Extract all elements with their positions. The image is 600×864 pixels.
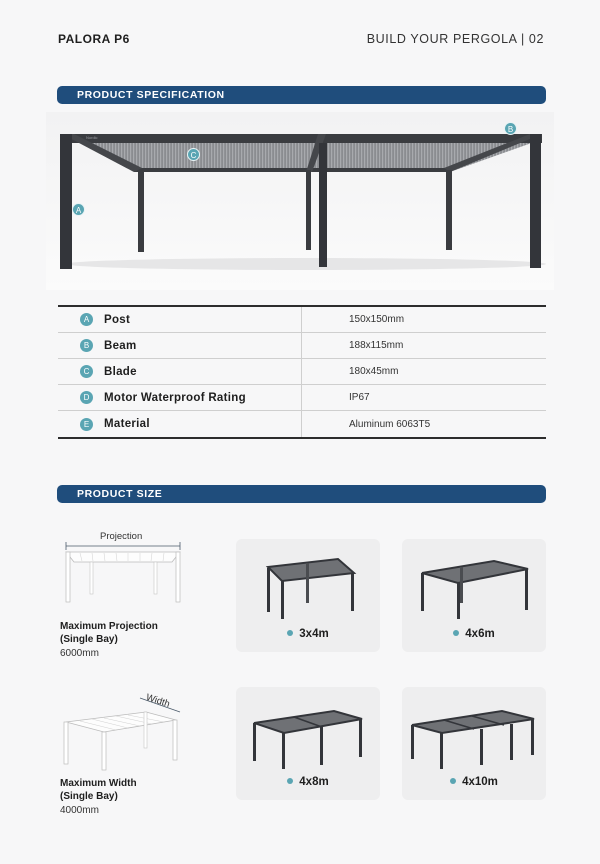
hero-pergola-image bbox=[46, 112, 554, 290]
table-row bbox=[58, 385, 546, 411]
spec-value: 180x45mm bbox=[349, 366, 399, 377]
pergola-thumbnail bbox=[402, 539, 546, 629]
spec-badge: D bbox=[80, 391, 93, 404]
projection-block bbox=[60, 528, 190, 659]
spec-label-cell bbox=[58, 411, 302, 437]
table-row bbox=[58, 359, 546, 385]
pergola-thumbnail bbox=[236, 687, 380, 777]
projection-dimension-label: Projection bbox=[100, 531, 143, 542]
size-card-label: 4x6m bbox=[465, 628, 495, 640]
spec-label-cell bbox=[58, 359, 302, 384]
spec-badge: B bbox=[80, 339, 93, 352]
size-card-label: 3x4m bbox=[299, 628, 329, 640]
spec-value: Aluminum 6063T5 bbox=[349, 418, 431, 430]
specification-table bbox=[58, 305, 546, 439]
projection-label-line2: (Single Bay) bbox=[60, 633, 118, 645]
spec-name: Material bbox=[104, 418, 150, 430]
width-text bbox=[60, 778, 190, 816]
pergola-render bbox=[46, 112, 554, 290]
size-card-4x6 bbox=[402, 539, 546, 652]
projection-text bbox=[60, 621, 190, 659]
width-label-line2: (Single Bay) bbox=[60, 790, 118, 802]
size-card-label: 4x8m bbox=[299, 776, 329, 788]
marker-b: B bbox=[504, 122, 517, 135]
table-row bbox=[58, 307, 546, 333]
spec-label-cell bbox=[58, 385, 302, 410]
spec-label-cell bbox=[58, 307, 302, 332]
bullet-dot bbox=[450, 778, 456, 784]
product-name: PALORA P6 bbox=[58, 32, 130, 46]
spec-name: Motor Waterproof Rating bbox=[104, 391, 246, 404]
page-header bbox=[58, 30, 544, 48]
spec-name: Blade bbox=[104, 365, 137, 378]
width-label-line1: Maximum Width bbox=[60, 778, 137, 789]
projection-value: 6000mm bbox=[60, 648, 99, 659]
spec-name: Beam bbox=[104, 339, 137, 352]
bullet-dot bbox=[453, 630, 459, 636]
projection-label-line1: Maximum Projection bbox=[60, 621, 158, 632]
size-card-label-wrap bbox=[236, 776, 380, 788]
table-row bbox=[58, 333, 546, 359]
size-card-label-wrap bbox=[402, 628, 546, 640]
spec-badge: E bbox=[80, 418, 93, 431]
spec-value: 188x115mm bbox=[349, 340, 404, 351]
spec-name: Post bbox=[104, 313, 131, 326]
spec-badge: A bbox=[80, 313, 93, 326]
spec-value: 150x150mm bbox=[349, 314, 405, 325]
size-card-label-wrap bbox=[402, 776, 546, 788]
table-row bbox=[58, 411, 546, 437]
spec-value: IP67 bbox=[349, 392, 370, 403]
pergola-thumbnail bbox=[402, 687, 546, 777]
marker-a: A bbox=[72, 203, 85, 216]
spec-label-cell bbox=[58, 333, 302, 358]
size-card-4x8 bbox=[236, 687, 380, 800]
section-bar-size: PRODUCT SIZE bbox=[57, 485, 546, 503]
width-dimension-label: Width bbox=[144, 692, 172, 710]
size-card-label-wrap bbox=[236, 628, 380, 640]
width-block bbox=[60, 690, 190, 816]
size-card-4x10 bbox=[402, 687, 546, 800]
watermark-text: Nordic bbox=[86, 135, 98, 140]
spec-badge: C bbox=[80, 365, 93, 378]
size-card-label: 4x10m bbox=[462, 776, 498, 788]
section-bar-specification: PRODUCT SPECIFICATION bbox=[57, 86, 546, 104]
size-card-3x4 bbox=[236, 539, 380, 652]
bullet-dot bbox=[287, 630, 293, 636]
page-info: BUILD YOUR PERGOLA | 02 bbox=[366, 32, 544, 46]
marker-c: C bbox=[187, 148, 200, 161]
pergola-thumbnail bbox=[236, 539, 380, 629]
width-value: 4000mm bbox=[60, 805, 99, 816]
bullet-dot bbox=[287, 778, 293, 784]
